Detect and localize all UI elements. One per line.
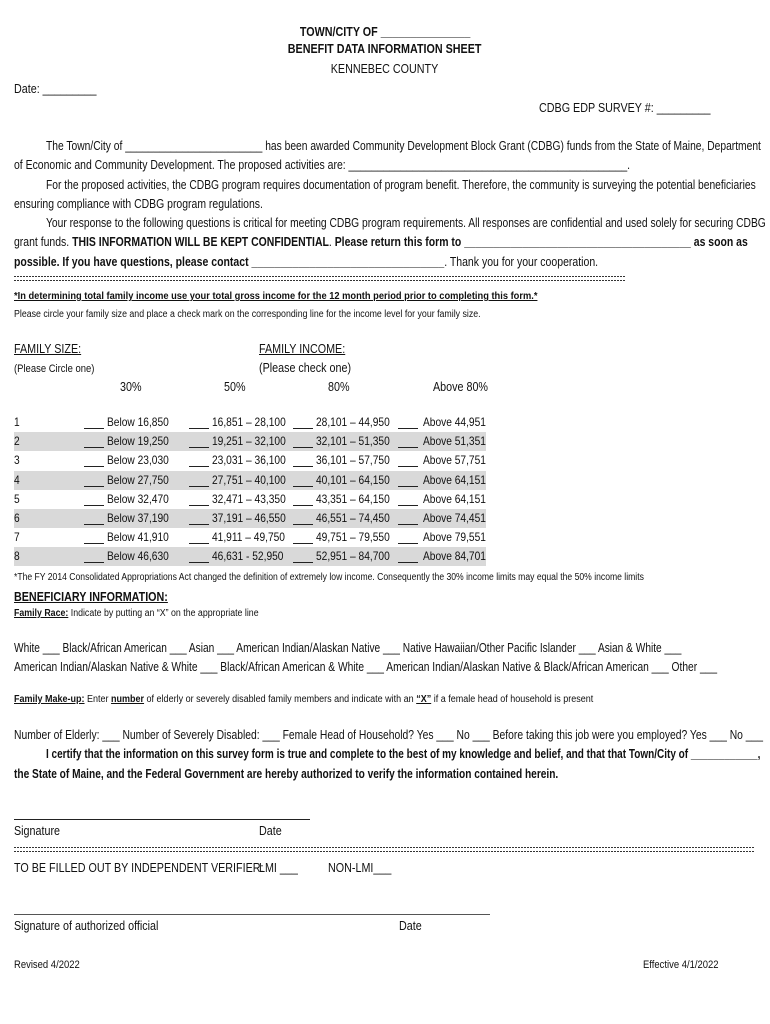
form-town-title: TOWN/CITY OF _______________ (299, 25, 471, 39)
income-above-80-option-checkline[interactable] (398, 505, 418, 506)
income-50-option-label: 16,851 – 28,100 (212, 415, 286, 429)
revised-date: Revised 4/2022 (14, 959, 80, 971)
income-80-option-label: 40,101 – 64,150 (316, 472, 390, 487)
income-50-option-checkline[interactable] (189, 447, 209, 448)
income-30-option-checkline[interactable] (84, 428, 104, 429)
income-above-80-option-label: Above 57,751 (423, 453, 486, 468)
income-30-option-checkline[interactable] (84, 466, 104, 467)
income-50-option-checkline[interactable] (189, 543, 209, 544)
income-30-option-checkline[interactable] (84, 562, 104, 563)
income-50-option-checkline[interactable] (189, 486, 209, 487)
intro-line-1: The Town/City of ________________________ has been awarded Community Development Block Grant (CDBG) funds from the State of Maine, Department (46, 139, 761, 153)
date-field[interactable]: Date: _________ (14, 82, 97, 96)
income-above-80-option-label: Above 64,151 (423, 472, 486, 487)
income-above-80-option-checkline[interactable] (398, 486, 418, 487)
income-80-option-checkline[interactable] (293, 466, 313, 467)
income-80-option-label: 32,101 – 51,350 (316, 434, 390, 449)
income-30-option-label: Below 16,850 (107, 415, 169, 429)
income-80-option-label: 49,751 – 79,550 (316, 530, 390, 545)
beneficiary-heading: BENEFICIARY INFORMATION: (14, 590, 168, 604)
income-above-80-option-checkline[interactable] (398, 524, 418, 525)
income-note-bold: *In determining total family income use your total gross income for the 12 month period prior to completing this form.* (14, 291, 538, 302)
income-80-option-checkline[interactable] (293, 543, 313, 544)
income-80-option-label: 46,551 – 74,450 (316, 511, 390, 525)
income-30-option-label: Below 23,030 (107, 453, 169, 468)
income-above-80-option-label: Above 79,551 (423, 530, 486, 545)
income-above-80-option-checkline[interactable] (398, 543, 418, 544)
family-income-instructions: (Please check one) (259, 361, 352, 375)
income-50-option-label: 37,191 – 46,550 (212, 511, 286, 525)
income-30-option-label: Below 19,250 (107, 434, 169, 449)
income-above-80-option-checkline[interactable] (398, 562, 418, 563)
income-80-option-checkline[interactable] (293, 428, 313, 429)
family-size-option[interactable]: 7 (14, 530, 20, 545)
income-30-option-label: Below 27,750 (107, 472, 169, 487)
income-80-option-checkline[interactable] (293, 447, 313, 448)
income-80-option-label: 28,101 – 44,950 (316, 415, 390, 429)
income-above-80-option-label: Above 44,951 (423, 415, 486, 429)
family-size-option[interactable]: 4 (14, 472, 20, 487)
certification-line-1: I certify that the information on this survey form is true and complete to the best of my knowledge and belief, and that that Town/City of ____________, (46, 747, 761, 761)
income-50-option-label: 27,751 – 40,100 (212, 472, 286, 487)
income-50-option-label: 19,251 – 32,100 (212, 434, 286, 449)
income-80-option-checkline[interactable] (293, 562, 313, 563)
income-80-option-checkline[interactable] (293, 486, 313, 487)
income-50-option-checkline[interactable] (189, 562, 209, 563)
income-30-option-checkline[interactable] (84, 505, 104, 506)
double-rule-divider-2 (14, 847, 754, 853)
income-note-instructions: Please circle your family size and place a check mark on the corresponding line for the income level for your family size. (14, 309, 481, 320)
income-50-option-label: 46,631 - 52,950 (212, 549, 284, 564)
intro-line-7: possible. If you have questions, please contact _________________________________. Thank you for your cooperation. (14, 255, 599, 269)
income-50-option-checkline[interactable] (189, 466, 209, 467)
income-50-option-label: 23,031 – 36,100 (212, 453, 286, 468)
col-header-30: 30% (120, 380, 142, 394)
income-30-option-label: Below 41,910 (107, 530, 169, 545)
income-80-option-checkline[interactable] (293, 524, 313, 525)
income-80-option-checkline[interactable] (293, 505, 313, 506)
income-above-80-option-checkline[interactable] (398, 466, 418, 467)
race-options-line-1[interactable]: White ___ Black/African American ___ Asian ___ American Indian/Alaskan Native ___ Native Hawaiian/Other Pacific Islander ___ Asian & White ___ (14, 641, 682, 655)
double-rule-divider (14, 276, 626, 282)
race-options-line-2[interactable]: American Indian/Alaskan Native & White ___ Black/African American & White ___ American Indian/Alaskan Native & Black/African American ___ Other ___ (14, 660, 718, 674)
family-size-option[interactable]: 5 (14, 491, 20, 506)
effective-date: Effective 4/1/2022 (643, 959, 719, 971)
lmi-option[interactable]: LMI ___ (259, 861, 298, 875)
col-header-80: 80% (328, 380, 350, 394)
intro-line-2: of Economic and Community Development. The proposed activities are: ________________________________________________. (14, 158, 631, 172)
income-above-80-option-label: Above 64,151 (423, 491, 486, 506)
income-30-option-checkline[interactable] (84, 447, 104, 448)
signature-date-label: Date (259, 824, 282, 838)
authorized-signature-label: Signature of authorized official (14, 919, 159, 933)
signature-label: Signature (14, 824, 61, 838)
verifier-label: TO BE FILLED OUT BY INDEPENDENT VERIFIER: (14, 861, 264, 875)
non-lmi-option[interactable]: NON-LMI___ (328, 861, 392, 875)
family-makeup-instructions: Family Make-up: Enter number of elderly or severely disabled family members and indicate with an “X” if a female head of household is present (14, 694, 594, 705)
income-above-80-option-checkline[interactable] (398, 447, 418, 448)
income-80-option-label: 43,351 – 64,150 (316, 491, 390, 506)
family-size-option[interactable]: 1 (14, 415, 20, 429)
certification-line-2: the State of Maine, and the Federal Government are hereby authorized to verify the information contained herein. (14, 767, 559, 781)
income-30-option-label: Below 46,630 (107, 549, 169, 564)
col-header-above-80: Above 80% (433, 380, 488, 394)
income-80-option-label: 36,101 – 57,750 (316, 453, 390, 468)
income-30-option-checkline[interactable] (84, 486, 104, 487)
family-income-label: FAMILY INCOME: (259, 342, 346, 356)
income-30-option-label: Below 32,470 (107, 491, 169, 506)
family-size-label: FAMILY SIZE: (14, 342, 82, 356)
intro-line-3: For the proposed activities, the CDBG program requires documentation of program benefit. Therefore, the community is surveying the potential beneficiaries (46, 178, 756, 192)
income-above-80-option-checkline[interactable] (398, 428, 418, 429)
family-size-option[interactable]: 3 (14, 453, 20, 468)
intro-line-6: grant funds. THIS INFORMATION WILL BE KEPT CONFIDENTIAL. Please return this form to _______________________________________ as soon as (14, 235, 748, 249)
family-size-instructions: (Please Circle one) (14, 363, 95, 375)
county-name: KENNEBEC COUNTY (331, 62, 439, 76)
intro-line-4: ensuring compliance with CDBG program regulations. (14, 197, 263, 211)
signature-line[interactable] (14, 819, 310, 820)
income-50-option-label: 41,911 – 49,750 (212, 530, 285, 545)
income-50-option-label: 32,471 – 43,350 (212, 491, 286, 506)
family-race-instructions: Family Race: Indicate by putting an “X” on the appropriate line (14, 608, 259, 619)
household-questions-line[interactable]: Number of Elderly: ___ Number of Severely Disabled: ___ Female Head of Household? Yes ___ No ___ Before taking this job were you employed? Yes ___ No ___ (14, 728, 764, 742)
income-30-option-checkline[interactable] (84, 543, 104, 544)
income-footnote: *The FY 2014 Consolidated Appropriations Act changed the definition of extremely low income. Consequently the 30% income limits may equal the 50% income limits (14, 572, 644, 583)
authorized-signature-line[interactable] (14, 914, 490, 915)
income-50-option-checkline[interactable] (189, 505, 209, 506)
family-size-option[interactable]: 2 (14, 434, 20, 449)
form-title: BENEFIT DATA INFORMATION SHEET (288, 42, 482, 56)
income-50-option-checkline[interactable] (189, 428, 209, 429)
family-size-option[interactable]: 6 (14, 511, 20, 525)
income-above-80-option-label: Above 74,451 (423, 511, 486, 525)
authorized-date-label: Date (399, 919, 422, 933)
intro-line-5: Your response to the following questions is critical for meeting CDBG program requirements. All responses are confidential and used solely for securing CDBG (46, 216, 766, 230)
col-header-50: 50% (224, 380, 246, 394)
income-above-80-option-label: Above 51,351 (423, 434, 486, 449)
income-30-option-checkline[interactable] (84, 524, 104, 525)
income-above-80-option-label: Above 84,701 (423, 549, 486, 564)
survey-number-field[interactable]: CDBG EDP SURVEY #: _________ (539, 101, 711, 115)
income-30-option-label: Below 37,190 (107, 511, 169, 525)
income-50-option-checkline[interactable] (189, 524, 209, 525)
family-size-option[interactable]: 8 (14, 549, 20, 564)
income-80-option-label: 52,951 – 84,700 (316, 549, 390, 564)
